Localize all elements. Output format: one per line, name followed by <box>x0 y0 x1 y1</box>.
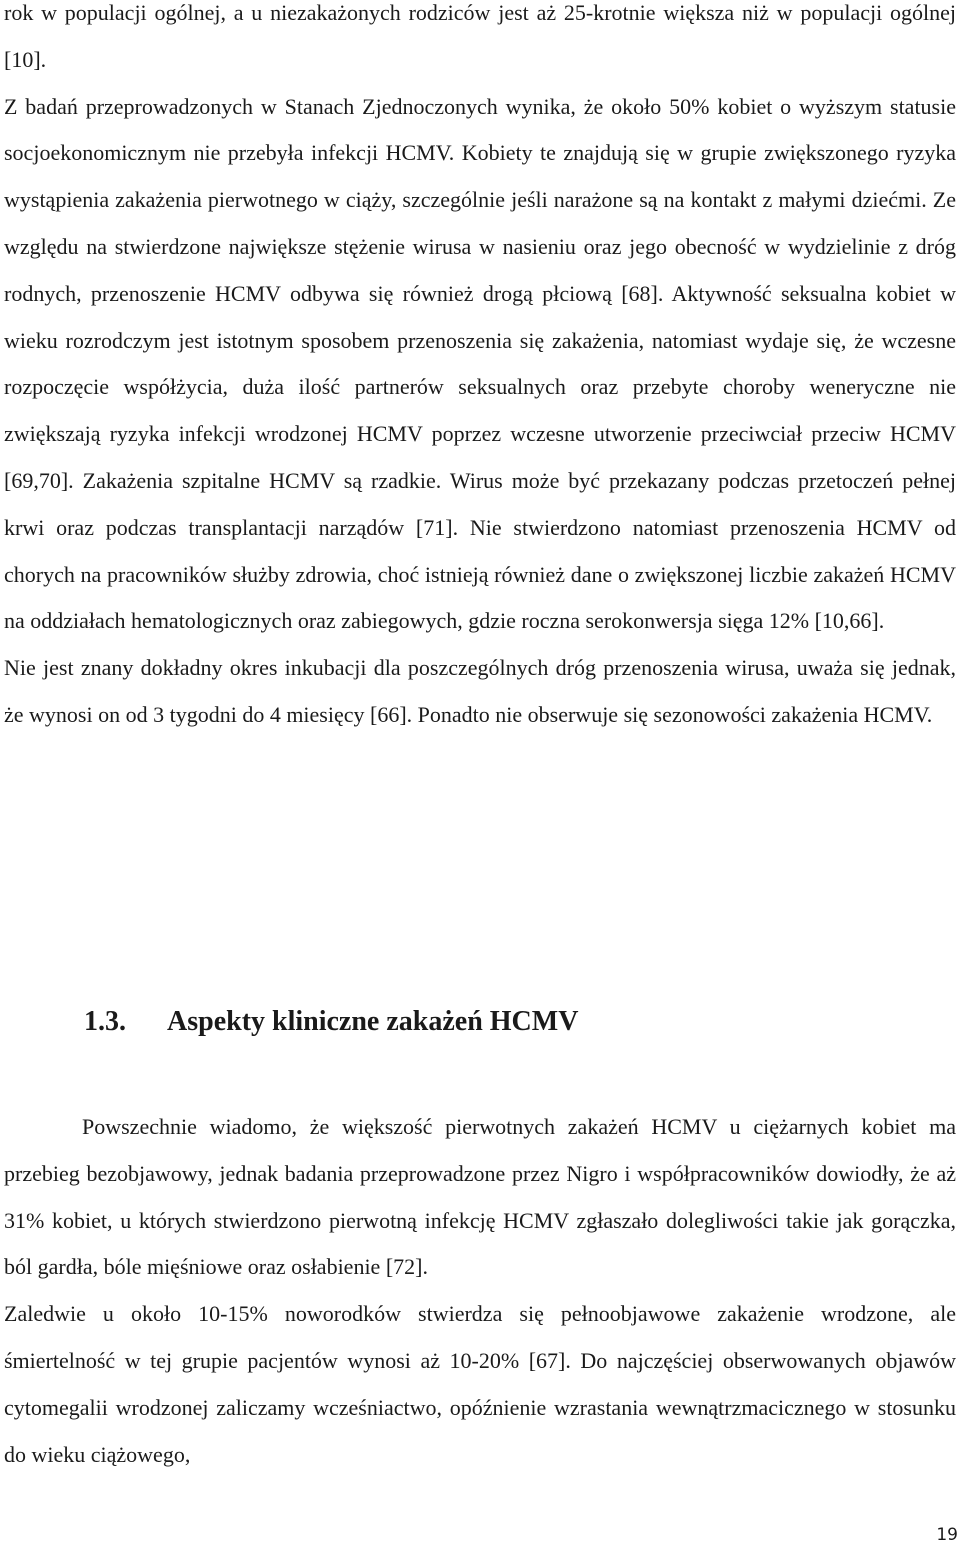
section-number: 1.3. <box>84 1006 126 1037</box>
section-title: Aspekty kliniczne zakażeń HCMV <box>167 1006 579 1037</box>
section-body <box>4 1104 956 1478</box>
paragraph-symptoms: Powszechnie wiadomo, że większość pierwotnych zakażeń HCMV u ciężarnych kobiet ma przebieg bezobjawowy, jednak badania przeprowadzone przez Nigro i współpracowników dowiodły, że aż 31% kobiet, u których stwierdzono pierwotną infekcję HCMV zgłaszało dolegliwości takie jak gorączka, ból gardła, bóle mięśniowe oraz osłabienie [72]. <box>4 1114 956 1280</box>
paragraph-newborns: Zaledwie u około 10-15% noworodków stwierdza się pełnoobjawowe zakażenie wrodzone, ale śmiertelność w tej grupie pacjentów wynosi aż 10-20% [67]. Do najczęściej obserwowanych objawów cytomegalii wrodzonej zaliczamy wcześniactwo, opóźnienie wzrastania wewnątrzmacicznego w stosunku do wieku ciążowego, <box>4 1301 956 1467</box>
paragraph-transmission: Z badań przeprowadzonych w Stanach Zjednoczonych wynika, że około 50% kobiet o wyższym statusie socjoekonomicznym nie przebyła infekcji HCMV. Kobiety te znajdują się w grupie zwiększonego ryzyka wystąpienia zakażenia pierwotnego w ciąży, szczególnie jeśli narażone są na kontakt z małymi dziećmi. Ze względu na stwierdzone największe stężenie wirusa w nasieniu oraz jego obecność w wydzielinie z dróg rodnych, przenoszenie HCMV odbywa się również drogą płciową [68]. Aktywność seksualna kobiet w wieku rozrodczym jest istotnym sposobem przenoszenia się zakażenia, natomiast wydaje się, że wczesne rozpoczęcie współżycia, duża ilość partnerów seksualnych oraz przebyte choroby weneryczne nie zwiększają ryzyka infekcji wrodzonej HCMV poprzez wczesne utworzenie przeciwciał przeciw HCMV [69,70]. Zakażenia szpitalne HCMV są rzadkie. Wirus może być przekazany podczas przetoczeń pełnej krwi oraz podczas transplantacji narządów [71]. Nie stwierdzono natomiast przenoszenia HCMV od chorych na pracowników służby zdrowia, choć istnieją również dane o zwiększonej liczbie zakażeń HCMV na oddziałach hematologicznych oraz zabiegowych, gdzie roczna serokonwersja sięga 12% [10,66]. <box>4 93 956 634</box>
page-number: 19 <box>936 1525 958 1545</box>
section-heading <box>84 1006 578 1038</box>
paragraph-incubation: Nie jest znany dokładny okres inkubacji dla poszczególnych dróg przenoszenia wirusa, uważa się jednak, że wynosi on od 3 tygodni do 4 miesięcy [66]. Ponadto nie obserwuje się sezonowości zakażenia HCMV. <box>4 655 956 727</box>
paragraph-continuation: rok w populacji ogólnej, a u niezakażonych rodziców jest aż 25-krotnie większa niż w populacji ogólnej [10]. <box>4 0 956 72</box>
